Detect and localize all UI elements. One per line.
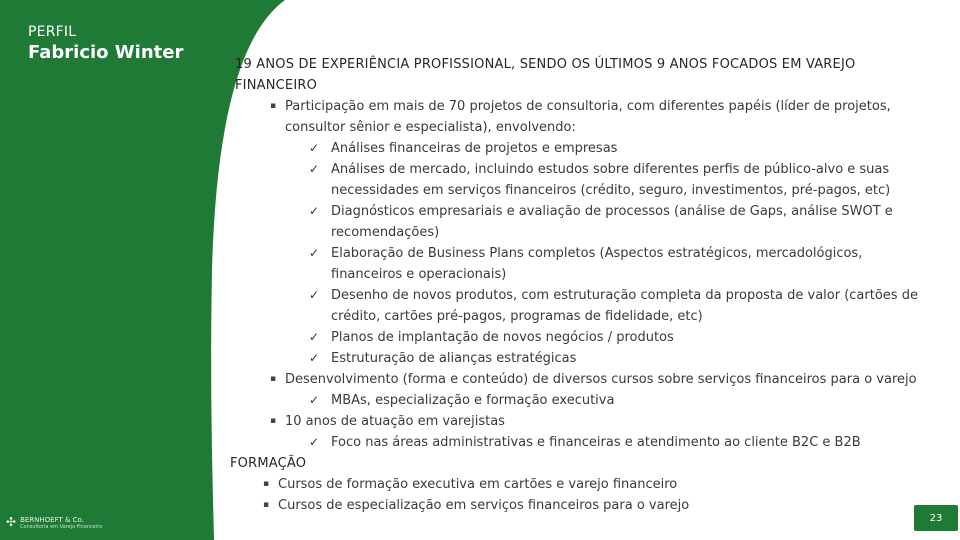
subitem (285, 243, 920, 285)
experience-item (230, 96, 920, 369)
bullet-icon: ▪ (270, 374, 277, 384)
checkmark-icon: ✓ (309, 393, 320, 407)
subitem-text: Elaboração de Business Plans completos (Aspectos estratégicos, mercadológicos, financeiros e operacionais) (331, 246, 863, 282)
subitem (285, 348, 920, 369)
profile-kicker: PERFIL (28, 24, 77, 40)
experience-list (230, 96, 920, 453)
subitem-text: Estruturação de alianças estratégicas (331, 351, 577, 366)
experience-heading: 19 ANOS DE EXPERIÊNCIA PROFISSIONAL, SENDO OS ÚLTIMOS 9 ANOS FOCADOS EM VAREJO FINANCEIRO (235, 57, 856, 93)
checkmark-icon: ✓ (309, 330, 320, 344)
experience-subitems (285, 138, 920, 369)
subitem-text: Análises financeiras de projetos e empresas (331, 141, 618, 156)
subitem-text: Foco nas áreas administrativas e financeiras e atendimento ao cliente B2C e B2B (331, 435, 861, 450)
logo-subtitle: Consultoria em Varejo Financeiro (20, 524, 103, 530)
logo-mark-icon: ✣ (6, 515, 17, 529)
checkmark-icon: ✓ (309, 141, 320, 155)
subitem-text: Análises de mercado, incluindo estudos sobre diferentes perfis de público-alvo e suas necessidades em serviços financeiros (crédito, seguro, investimentos, pré-pagos, etc) (331, 162, 891, 198)
checkmark-icon: ✓ (309, 162, 320, 176)
bullet-icon: ▪ (270, 416, 277, 426)
subitem-text: Diagnósticos empresariais e avaliação de processos (análise de Gaps, análise SWOT e recomendações) (331, 204, 893, 240)
company-logo (6, 516, 102, 530)
subitem (285, 390, 920, 411)
subitem (285, 432, 920, 453)
bullet-icon: ▪ (270, 101, 277, 111)
checkmark-icon: ✓ (309, 204, 320, 218)
formacao-item-text: Cursos de especialização em serviços financeiros para o varejo (278, 498, 690, 513)
logo-title: BERNHOEFT & Co. (20, 516, 84, 524)
formacao-heading: FORMAÇÃO (230, 456, 307, 471)
checkmark-icon: ✓ (309, 351, 320, 365)
experience-item (230, 369, 920, 411)
experience-item-text: Participação em mais de 70 projetos de consultoria, com diferentes papéis (líder de projetos, consultor sênior e especialista), envolvendo: (285, 99, 891, 135)
subitem (285, 327, 920, 348)
checkmark-icon: ✓ (309, 246, 320, 260)
subitem (285, 138, 920, 159)
subitem (285, 159, 920, 201)
checkmark-icon: ✓ (309, 435, 320, 449)
formacao-item (230, 495, 920, 516)
subitem-text: Planos de implantação de novos negócios / produtos (331, 330, 674, 345)
subitem (285, 285, 920, 327)
page-number-badge: 23 (914, 505, 958, 531)
profile-content (230, 54, 920, 516)
experience-subitems (285, 432, 920, 453)
subitem (285, 201, 920, 243)
formacao-item (230, 474, 920, 495)
bullet-icon: ▪ (263, 479, 270, 489)
formacao-item-text: Cursos de formação executiva em cartões e varejo financeiro (278, 477, 678, 492)
subitem-text: MBAs, especialização e formação executiva (331, 393, 615, 408)
bullet-icon: ▪ (263, 500, 270, 510)
checkmark-icon: ✓ (309, 288, 320, 302)
experience-item (230, 411, 920, 453)
experience-item-text: Desenvolvimento (forma e conteúdo) de diversos cursos sobre serviços financeiros para o varejo (285, 372, 917, 387)
experience-subitems (285, 390, 920, 411)
profile-name: Fabricio Winter (28, 42, 184, 63)
formacao-list (230, 474, 920, 516)
experience-item-text: 10 anos de atuação em varejistas (285, 414, 505, 429)
subitem-text: Desenho de novos produtos, com estruturação completa da proposta de valor (cartões de crédito, cartões pré-pagos, programas de fidelidade, etc) (331, 288, 918, 324)
